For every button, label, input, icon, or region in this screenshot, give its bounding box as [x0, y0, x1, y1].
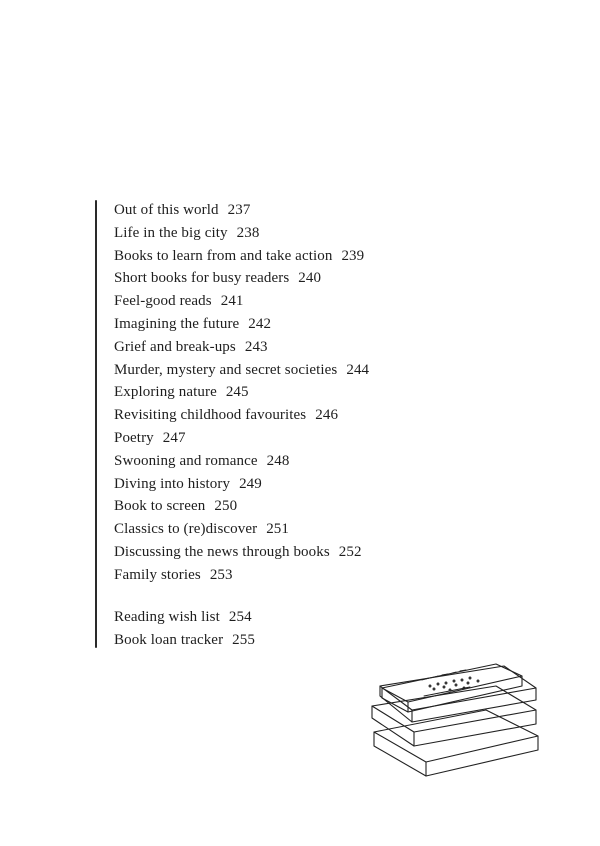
toc-entry[interactable] — [114, 313, 369, 336]
toc-entry[interactable] — [114, 199, 369, 222]
toc-entry-page: 251 — [266, 521, 290, 538]
toc-entry-title: Murder, mystery and secret societies — [114, 361, 338, 378]
toc-entry-page: 242 — [248, 315, 272, 332]
toc-entry-page: 245 — [225, 384, 249, 401]
toc-entry-page: 249 — [239, 475, 262, 492]
toc-entry[interactable] — [114, 267, 369, 290]
toc-entry-page: 243 — [244, 338, 268, 355]
toc-entry[interactable] — [114, 450, 369, 473]
margin-rule — [95, 200, 97, 648]
toc-entry-title: Grief and break-ups — [114, 338, 236, 355]
toc-entry[interactable] — [114, 518, 369, 541]
toc-entry[interactable] — [114, 381, 369, 404]
toc-entry-page: 246 — [315, 407, 339, 424]
toc-entry[interactable] — [114, 222, 369, 245]
toc-entry-page: 247 — [162, 429, 186, 446]
toc-entry-page: 240 — [298, 270, 322, 287]
toc-list — [114, 199, 369, 587]
toc-extras-list — [114, 606, 255, 652]
toc-entry-page: 255 — [232, 631, 255, 648]
toc-entry-page: 239 — [341, 247, 365, 264]
toc-entry[interactable] — [114, 473, 369, 496]
toc-entry-page: 241 — [220, 293, 244, 310]
toc-entry[interactable] — [114, 606, 255, 629]
toc-entry-page: 253 — [209, 566, 233, 583]
toc-entry-page: 238 — [236, 224, 260, 241]
toc-entry-page: 254 — [228, 609, 252, 625]
toc-entry-title: Short books for busy readers — [114, 270, 290, 287]
toc-entry-title: Imagining the future — [114, 315, 240, 332]
toc-entry-title: Book to screen — [114, 498, 206, 515]
toc-entry-title: Reading wish list — [114, 609, 220, 625]
toc-entry[interactable] — [114, 290, 369, 313]
stack-of-books-icon — [368, 640, 544, 780]
toc-entry[interactable] — [114, 336, 369, 359]
toc-entry[interactable] — [114, 245, 369, 268]
toc-entry-page: 237 — [227, 202, 251, 218]
toc-entry-title: Diving into history — [114, 475, 231, 492]
toc-entry-title: Exploring nature — [114, 384, 217, 401]
toc-entry-title: Poetry — [114, 429, 154, 446]
toc-entry-title: Swooning and romance — [114, 452, 258, 469]
toc-entry-title: Life in the big city — [114, 224, 228, 241]
toc-entry-title: Out of this world — [114, 202, 219, 218]
toc-entry[interactable] — [114, 564, 369, 587]
toc-entry[interactable] — [114, 427, 369, 450]
toc-entry-page: 252 — [338, 543, 362, 560]
toc-entry-title: Revisiting childhood favourites — [114, 407, 307, 424]
toc-entry[interactable] — [114, 359, 369, 382]
toc-entry-page: 250 — [214, 498, 238, 515]
toc-entry-page: 244 — [346, 361, 370, 378]
toc-entry-title: Feel-good reads — [114, 293, 212, 310]
toc-entry[interactable] — [114, 404, 369, 427]
toc-entry[interactable] — [114, 541, 369, 564]
toc-entry[interactable] — [114, 629, 255, 652]
toc-entry-title: Family stories — [114, 566, 201, 583]
toc-entry-title: Classics to (re)discover — [114, 521, 258, 538]
toc-entry-title: Book loan tracker — [114, 631, 224, 648]
toc-entry-title: Discussing the news through books — [114, 543, 330, 560]
toc-entry[interactable] — [114, 495, 369, 518]
toc-entry-page: 248 — [266, 452, 290, 469]
toc-entry-title: Books to learn from and take action — [114, 247, 333, 264]
